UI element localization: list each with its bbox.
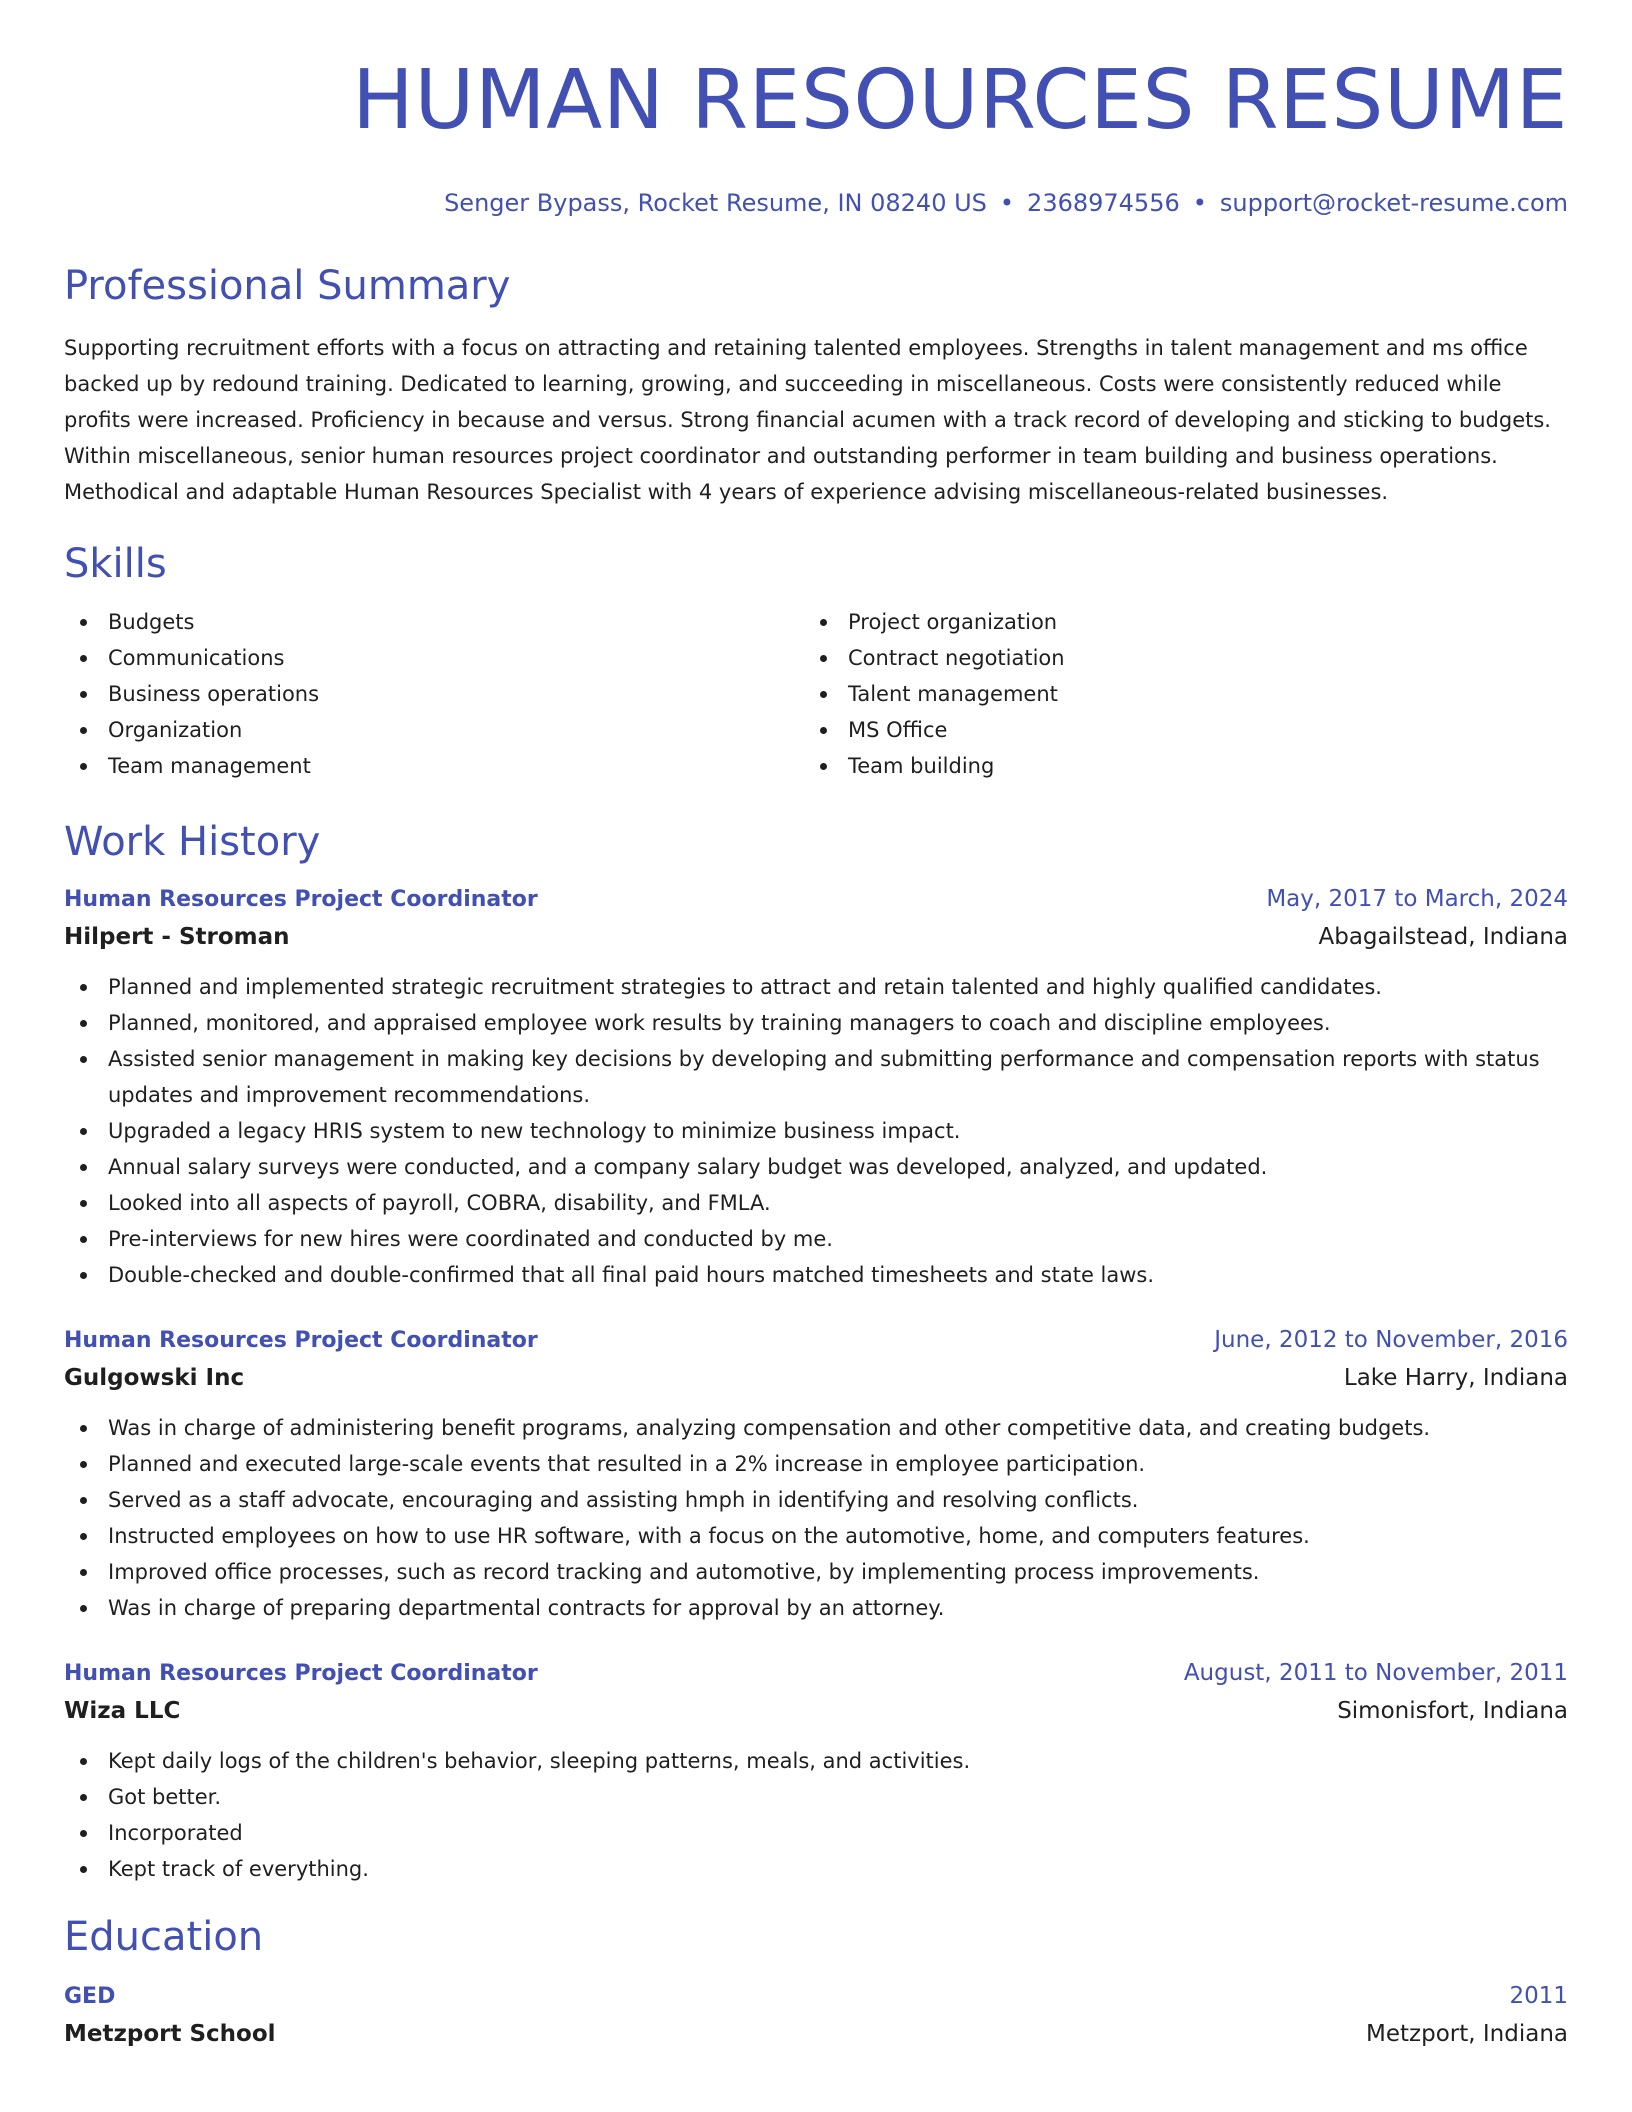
job-bullet: Assisted senior management in making key decisions by developing and submitting performance and compensation reports with status updates and improvement recommendations. xyxy=(64,1041,1568,1113)
job-company-row xyxy=(64,917,1568,957)
job-company: Hilpert - Stroman xyxy=(64,924,290,950)
job-bullets xyxy=(64,1743,1568,1887)
job-dates: June, 2012 to November, 2016 xyxy=(1214,1327,1568,1353)
resume-title: HUMAN RESOURCES RESUME xyxy=(352,53,1568,148)
job-bullet: Was in charge of administering benefit programs, analyzing compensation and other competitive data, and creating budgets. xyxy=(64,1410,1568,1446)
contact-separator: • xyxy=(1192,189,1207,217)
job-entry xyxy=(64,882,1568,1293)
job-bullet: Served as a staff advocate, encouraging and assisting hmph in identifying and resolving conflicts. xyxy=(64,1482,1568,1518)
skill-item: Organization xyxy=(64,712,804,748)
job-company-row xyxy=(64,1691,1568,1731)
education-section xyxy=(64,1913,1568,2054)
job-bullet: Planned and executed large-scale events that resulted in a 2% increase in employee participation. xyxy=(64,1446,1568,1482)
education-degree: GED xyxy=(64,1984,116,2009)
skill-item: Team building xyxy=(804,748,1544,784)
job-title: Human Resources Project Coordinator xyxy=(64,887,538,912)
job-location: Simonisfort, Indiana xyxy=(1337,1698,1568,1724)
education-school: Metzport School xyxy=(64,2021,276,2047)
contact-email: support@rocket-resume.com xyxy=(1219,189,1568,217)
job-bullet: Planned and implemented strategic recruitment strategies to attract and retain talented and highly qualified candidates. xyxy=(64,969,1568,1005)
job-bullet: Planned, monitored, and appraised employee work results by training managers to coach and discipline employees. xyxy=(64,1005,1568,1041)
skill-item: Business operations xyxy=(64,676,804,712)
job-location: Abagailstead, Indiana xyxy=(1318,924,1568,950)
skills-list-left xyxy=(64,604,804,784)
job-bullet: Looked into all aspects of payroll, COBRA, disability, and FMLA. xyxy=(64,1185,1568,1221)
job-bullet: Kept daily logs of the children's behavior, sleeping patterns, meals, and activities. xyxy=(64,1743,1568,1779)
summary-text: Supporting recruitment efforts with a focus on attracting and retaining talented employees. Strengths in talent management and ms office backed up by redound training. Dedicated to learning, growing, and succeeding in miscellaneous. Costs were consistently reduced while profits were increased. Proficiency in because and versus. Strong financial acumen with a track record of developing and sticking to budgets. Within miscellaneous, senior human resources project coordinator and outstanding performer in team building and business operations. Methodical and adaptable Human Resources Specialist with 4 years of experience advising miscellaneous-related businesses. xyxy=(64,336,1551,504)
section-heading-education: Education xyxy=(64,1914,264,1960)
contact-line xyxy=(64,188,1568,218)
job-title-row xyxy=(64,1323,1568,1358)
resume-header xyxy=(64,0,1568,218)
education-degree-row xyxy=(64,1979,1568,2014)
education-location: Metzport, Indiana xyxy=(1366,2021,1568,2047)
job-bullet: Improved office processes, such as record tracking and automotive, by implementing process improvements. xyxy=(64,1554,1568,1590)
contact-address: Senger Bypass, Rocket Resume, IN 08240 US xyxy=(444,189,987,217)
job-bullet: Kept track of everything. xyxy=(64,1851,1568,1887)
skill-item: Contract negotiation xyxy=(804,640,1544,676)
education-year: 2011 xyxy=(1509,1983,1568,2009)
job-company: Gulgowski Inc xyxy=(64,1365,245,1391)
job-bullets xyxy=(64,969,1568,1293)
job-bullet: Upgraded a legacy HRIS system to new technology to minimize business impact. xyxy=(64,1113,1568,1149)
skills-section xyxy=(64,540,1568,784)
contact-phone: 2368974556 xyxy=(1027,189,1180,217)
job-bullet: Got better. xyxy=(64,1779,1568,1815)
job-entry xyxy=(64,1323,1568,1626)
work-history-section xyxy=(64,818,1568,1887)
section-heading-skills: Skills xyxy=(64,541,167,587)
section-heading-work: Work History xyxy=(64,819,321,865)
skills-columns xyxy=(64,604,1568,784)
job-dates: August, 2011 to November, 2011 xyxy=(1183,1660,1568,1686)
skill-item: Budgets xyxy=(64,604,804,640)
professional-summary-section xyxy=(64,262,1568,510)
job-title-row xyxy=(64,882,1568,917)
skill-item: Communications xyxy=(64,640,804,676)
job-bullet: Pre-interviews for new hires were coordinated and conducted by me. xyxy=(64,1221,1568,1257)
job-bullet: Incorporated xyxy=(64,1815,1568,1851)
education-entry xyxy=(64,1979,1568,2054)
skill-item: MS Office xyxy=(804,712,1544,748)
skills-list-right xyxy=(804,604,1544,784)
job-location: Lake Harry, Indiana xyxy=(1343,1365,1568,1391)
skill-item: Talent management xyxy=(804,676,1544,712)
job-title: Human Resources Project Coordinator xyxy=(64,1328,538,1353)
job-bullet: Instructed employees on how to use HR software, with a focus on the automotive, home, and computers features. xyxy=(64,1518,1568,1554)
job-bullet: Annual salary surveys were conducted, and a company salary budget was developed, analyzed, and updated. xyxy=(64,1149,1568,1185)
job-title: Human Resources Project Coordinator xyxy=(64,1661,538,1686)
job-title-row xyxy=(64,1656,1568,1691)
job-bullets xyxy=(64,1410,1568,1626)
job-bullet: Was in charge of preparing departmental contracts for approval by an attorney. xyxy=(64,1590,1568,1626)
section-heading-summary: Professional Summary xyxy=(64,263,511,309)
contact-separator: • xyxy=(999,189,1015,217)
education-school-row xyxy=(64,2014,1568,2054)
job-bullet: Double-checked and double-confirmed that all final paid hours matched timesheets and state laws. xyxy=(64,1257,1568,1293)
job-company-row xyxy=(64,1358,1568,1398)
job-dates: May, 2017 to March, 2024 xyxy=(1266,886,1568,912)
skill-item: Team management xyxy=(64,748,804,784)
job-company: Wiza LLC xyxy=(64,1698,181,1724)
skill-item: Project organization xyxy=(804,604,1544,640)
job-entry xyxy=(64,1656,1568,1887)
